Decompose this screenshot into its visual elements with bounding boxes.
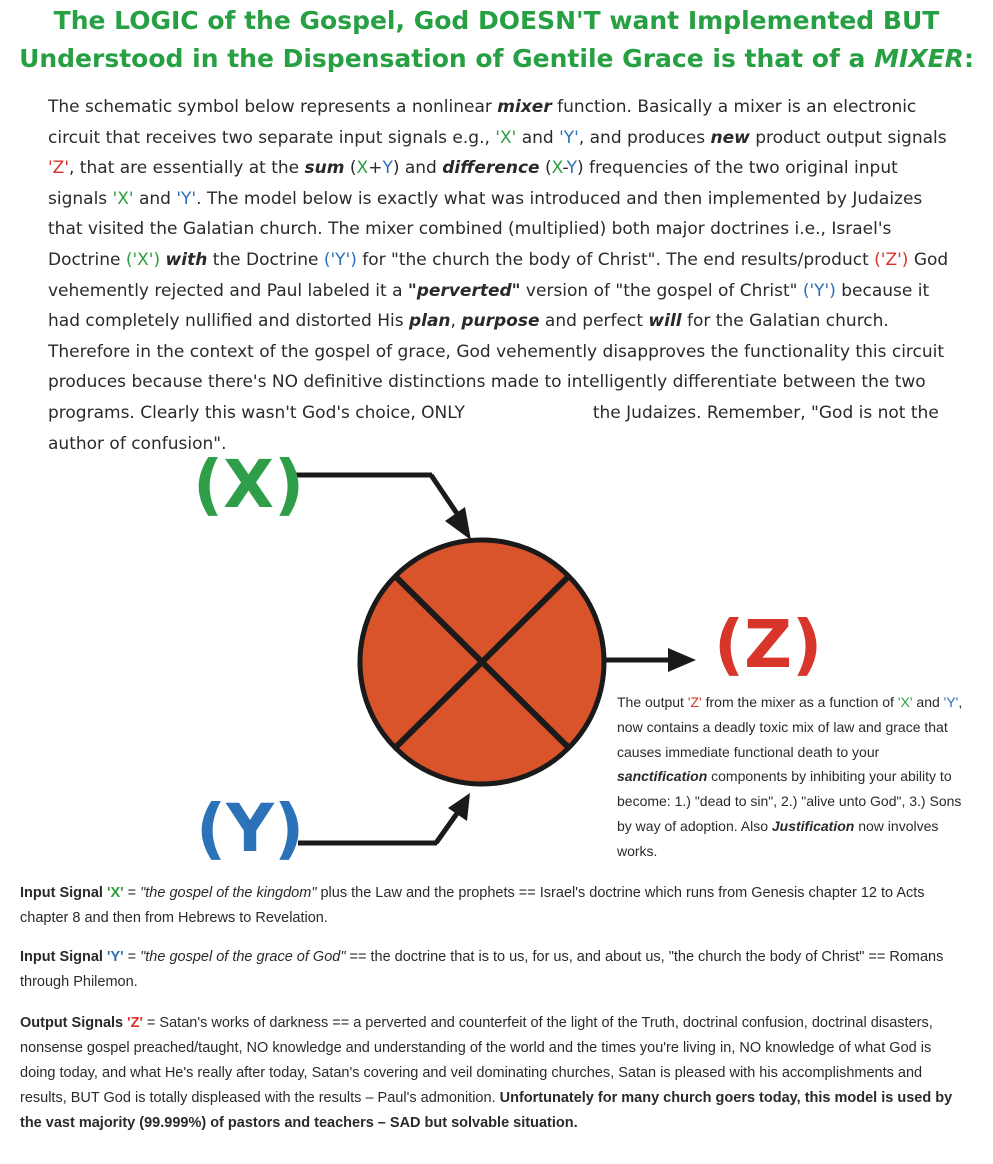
intro-with: with <box>165 249 208 270</box>
def-z-lead: Output Signals <box>20 1015 128 1031</box>
intro-new: new <box>710 127 750 148</box>
def-y-text: == the doctrine that is to us, for us, and about us, "the church the body of Christ" == Romans through Philemon. <box>20 949 944 990</box>
intro-text: ( <box>344 158 357 179</box>
def-x-signal: 'X' <box>107 885 124 901</box>
intro-text: because it had completely nullified and distorted His <box>48 280 930 332</box>
z-desc-justification: Justification <box>771 817 855 834</box>
intro-text: , and produces <box>578 127 711 148</box>
x-input-arrowhead <box>445 507 471 540</box>
intro-mixer: mixer <box>497 97 552 117</box>
intro-text: ) frequencies of the two original input signals <box>48 158 898 209</box>
z-desc-text: from the mixer as a function of <box>701 694 898 710</box>
title-mixer-word: MIXER <box>874 44 964 73</box>
def-y-eq: = <box>123 949 141 965</box>
title-line-1: The LOGIC of the Gospel, God DOESN'T want Implemented BUT <box>53 6 940 35</box>
intro-will: will <box>648 311 682 332</box>
intro-y: 'Y' <box>176 188 197 209</box>
intro-text: . The model below is exactly what was introduced and then implemented by Judaizes that visited the Galatian church. The mixer combined (multiplied) both major doctrines i.e., Israel's Doctrine <box>48 188 923 270</box>
intro-z: 'Z' <box>48 158 69 179</box>
y-input-label: (Y) <box>196 790 305 867</box>
intro-text: and <box>133 188 177 209</box>
z-desc-text: The output <box>617 694 688 710</box>
intro-text: and <box>516 127 560 148</box>
z-output-description <box>617 690 967 864</box>
def-y-quote: "the gospel of the grace of God" <box>140 949 346 965</box>
intro-y: ('Y') <box>802 280 836 301</box>
def-y-lead: Input Signal <box>20 949 107 965</box>
intro-text: ) and <box>392 158 443 179</box>
def-y-signal: 'Y' <box>107 949 124 965</box>
intro-x: X <box>356 158 369 179</box>
intro-difference: difference <box>442 158 540 179</box>
intro-plan: plan <box>408 311 451 332</box>
intro-x: 'X' <box>495 127 517 148</box>
intro-text: function. Basically a mixer is an electronic circuit that receives two separate input signals e.g., <box>48 97 917 148</box>
input-signal-x-definition <box>20 881 970 931</box>
intro-y: 'Y' <box>559 127 579 148</box>
z-desc-text: , now contains a deadly toxic mix of law and grace that causes immediate functional death to your <box>617 694 963 760</box>
x-input-arrow-shaft <box>431 475 460 518</box>
def-z-conclusion: Unfortunately for many church goers today, this model is used by the vast majority (99.999%) of pastors and teachers – SAD but solvable situation. <box>20 1090 953 1131</box>
intro-text: for "the church the body of Christ". The end results/product <box>356 249 875 270</box>
y-input-arrowhead <box>448 793 470 821</box>
def-x-eq: = <box>123 885 141 901</box>
intro-text: God vehemently rejected and Paul labeled it a <box>48 249 949 301</box>
intro-text: and perfect <box>539 311 649 332</box>
intro-x: ('X') <box>125 249 161 270</box>
intro-y: ('Y') <box>323 249 357 270</box>
input-signal-y-definition <box>20 945 970 995</box>
z-desc-z: 'Z' <box>687 694 702 710</box>
intro-text: - <box>562 158 567 179</box>
intro-perverted: "perverted" <box>407 280 521 301</box>
intro-text: + <box>368 158 383 179</box>
intro-sum: sum <box>304 158 345 179</box>
output-signal-z-definition <box>20 1011 970 1136</box>
intro-y: Y <box>566 158 577 179</box>
intro-text: , that are essentially at the <box>69 158 305 179</box>
intro-x: X <box>551 158 563 179</box>
intro-text: for the Galatian church. Therefore in the context of the gospel of grace, God vehemently disapproves the functionality this circuit produces because there's NO definitive distinctions made to intelligently differentiate between the two programs. Clearly this wasn't God's choice, ONLY <box>48 311 945 423</box>
intro-text: the Doctrine <box>207 249 324 270</box>
intro-z: ('Z') <box>874 249 909 270</box>
def-x-lead: Input Signal <box>20 885 107 901</box>
intro-text: version of "the gospel of Christ" <box>520 280 803 301</box>
intro-text: , <box>450 311 462 332</box>
z-desc-x: 'X' <box>897 694 913 710</box>
z-output-arrowhead <box>668 648 696 672</box>
def-x-text: plus the Law and the prophets == Israel's doctrine which runs from Genesis chapter 12 to Acts chapter 8 and then from Hebrews to Revelation. <box>20 885 925 926</box>
z-desc-text: and <box>912 694 944 710</box>
intro-y: Y <box>382 158 393 179</box>
intro-text: ( <box>539 158 552 179</box>
intro-purpose: purpose <box>461 311 540 332</box>
intro-text: the Judaizes. Remember, "God is not the author of confusion". <box>48 402 939 454</box>
def-x-quote: "the gospel of the kingdom" <box>140 885 317 901</box>
intro-x: 'X' <box>112 188 134 209</box>
z-desc-sanctification: sanctification <box>617 768 708 785</box>
y-input-arrow-shaft <box>436 812 458 843</box>
title-colon: : <box>963 44 974 73</box>
z-desc-text: components by inhibiting your ability to become: 1.) "dead to sin", 2.) "alive unto God", 3.) Sons by way of adoption. Also <box>617 768 962 834</box>
intro-text: The schematic symbol below represents a nonlinear <box>48 97 498 117</box>
def-z-text: = Satan's works of darkness == a perverted and counterfeit of the light of the Truth, doctrinal confusion, doctrinal disasters, nonsense gospel preached/taught, NO knowledge and understanding of the world and the times you're living in, NO knowledge of what God is doing today, and what He's really after today, Satan's covering and veil dominating churches, Satan is pleased with his accomplishments and results, BUT God is totally displeased with the results – Paul's admonition. <box>20 1015 933 1106</box>
z-desc-y: 'Y' <box>943 694 959 710</box>
x-input-label: (X) <box>193 446 305 523</box>
title-line-2: Understood in the Dispensation of Gentile Grace is that of a <box>19 44 875 73</box>
intro-text: product output signals <box>749 127 947 148</box>
z-desc-text: now involves works. <box>617 817 939 859</box>
z-output-label: (Z) <box>714 606 823 683</box>
def-z-signal: 'Z' <box>127 1015 143 1031</box>
